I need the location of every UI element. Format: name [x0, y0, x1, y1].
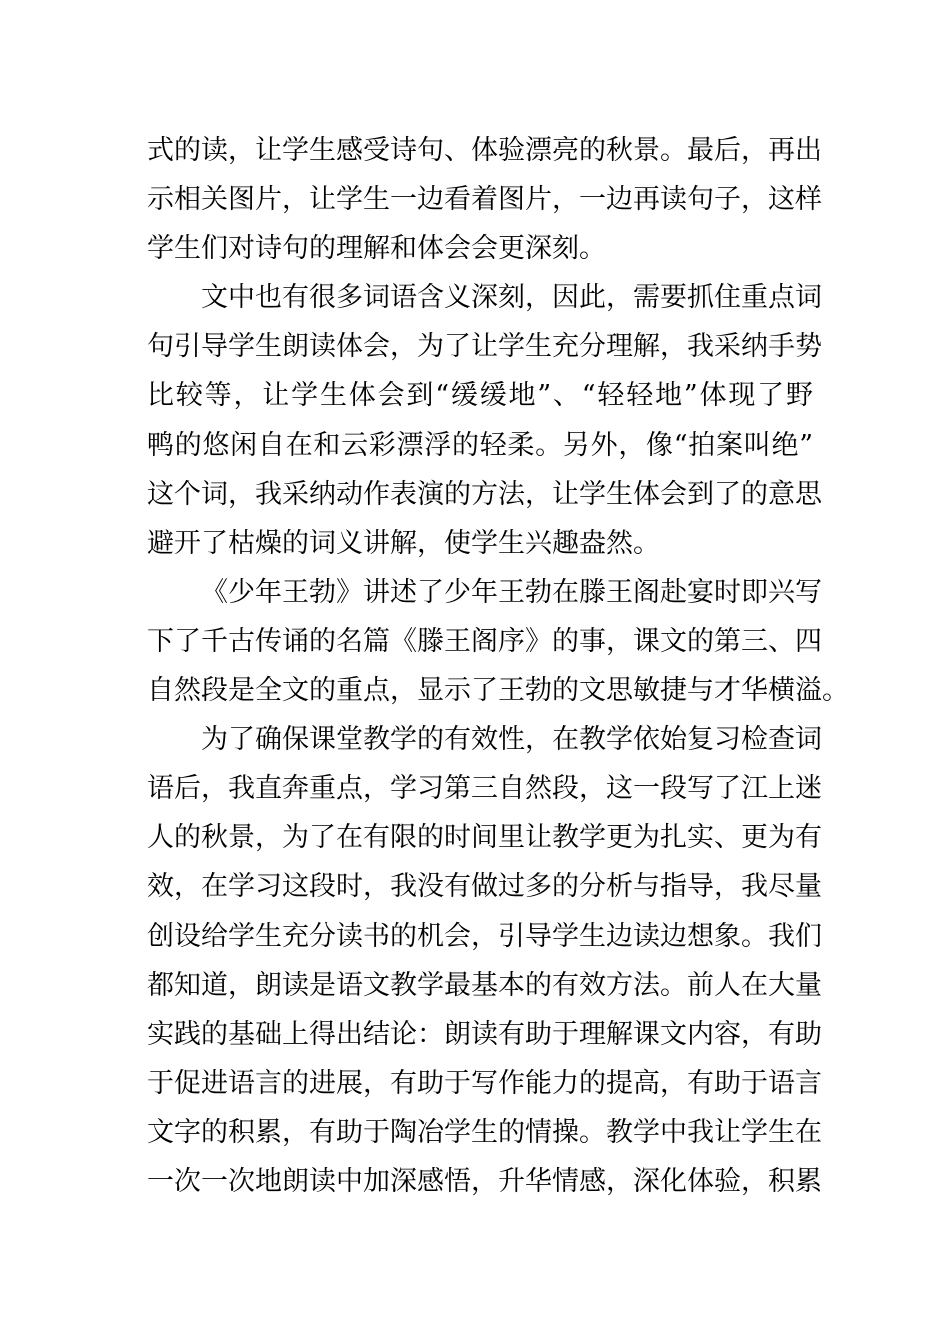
text-line: 一次一次地朗读中加深感悟，升华情感，深化体验，积累 — [147, 1165, 822, 1197]
text-line: 《少年王勃》讲述了少年王勃在滕王阁赴宴时即兴写 — [201, 576, 822, 608]
paragraph — [147, 568, 849, 715]
text-line: 自然段是全文的重点，显示了王勃的文思敏捷与才华横溢。 — [147, 675, 849, 707]
text-line: 示相关图片，让学生一边看着图片，一边再读句子，这样 — [147, 184, 822, 216]
text-line: 实践的基础上得出结论：朗读有助于理解课文内容，有助 — [147, 1018, 822, 1050]
text-line: 为了确保课堂教学的有效性，在教学依始复习检查词 — [201, 724, 822, 756]
text-line: 下了千古传诵的名篇《滕王阁序》的事，课文的第三、四 — [147, 625, 822, 657]
text-line: 比较等，让学生体会到“缓缓地”、“轻轻地”体现了野 — [147, 380, 813, 412]
paragraph — [147, 126, 822, 273]
text-line: 句引导学生朗读体会，为了让学生充分理解，我采纳手势 — [147, 331, 822, 363]
text-line: 文字的积累，有助于陶冶学生的情操。教学中我让学生在 — [147, 1116, 822, 1148]
text-line: 于促进语言的进展，有助于写作能力的提高，有助于语言 — [147, 1067, 822, 1099]
text-line: 创设给学生充分读书的机会，引导学生边读边想象。我们 — [147, 920, 822, 952]
text-line: 鸭的悠闲自在和云彩漂浮的轻柔。另外，像“拍案叫绝” — [147, 429, 813, 461]
text-line: 学生们对诗句的理解和体会会更深刻。 — [147, 233, 606, 265]
text-line: 语后，我直奔重点，学习第三自然段，这一段写了江上迷 — [147, 773, 822, 805]
text-line: 都知道，朗读是语文教学最基本的有效方法。前人在大量 — [147, 969, 822, 1001]
paragraph — [147, 273, 822, 568]
paragraph — [147, 715, 822, 1206]
text-line: 这个词，我采纳动作表演的方法，让学生体会到了的意思 — [147, 478, 822, 510]
document-body — [147, 126, 849, 1206]
text-line: 效，在学习这段时，我没有做过多的分析与指导，我尽量 — [147, 871, 822, 903]
text-line: 式的读，让学生感受诗句、体验漂亮的秋景。最后，再出 — [147, 135, 822, 166]
text-line: 人的秋景，为了在有限的时间里让教学更为扎实、更为有 — [147, 822, 822, 854]
text-line: 文中也有很多词语含义深刻，因此，需要抓住重点词 — [201, 282, 822, 314]
text-line: 避开了枯燥的词义讲解，使学生兴趣盎然。 — [147, 527, 660, 559]
